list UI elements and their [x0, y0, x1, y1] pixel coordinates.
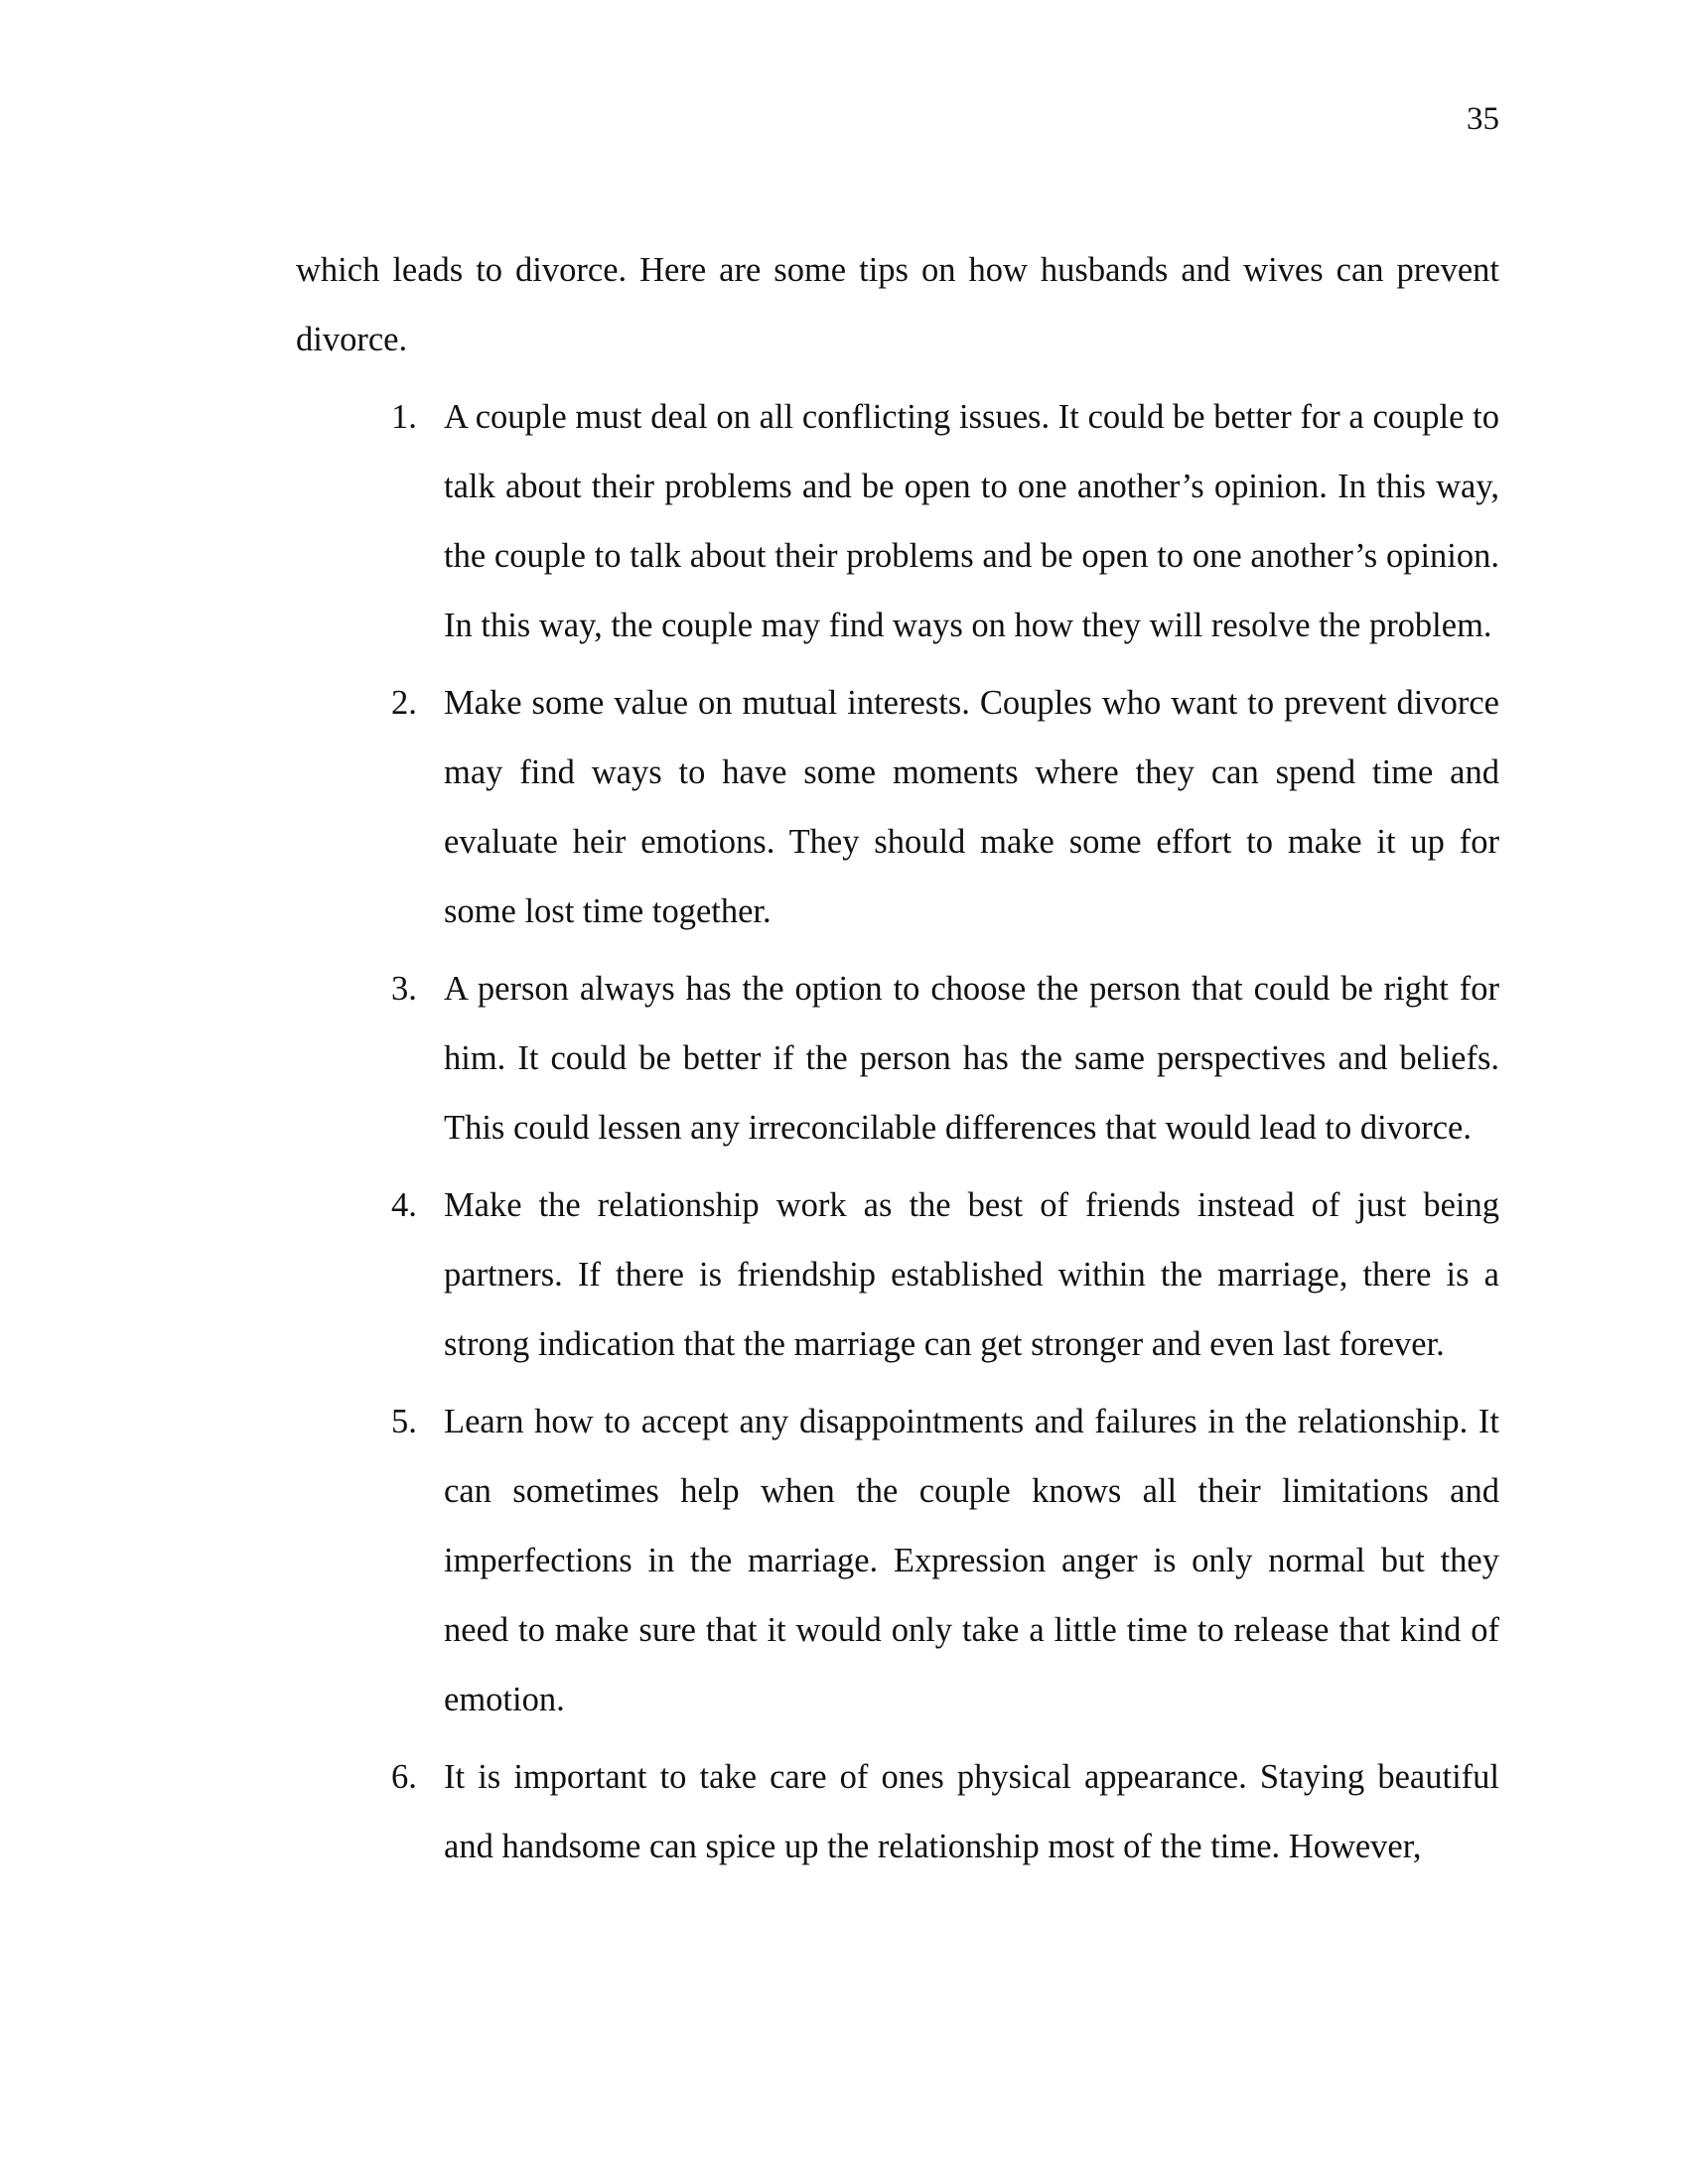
document-body: [296, 235, 1499, 1889]
list-item: [296, 1742, 1499, 1881]
list-item-number: 4.: [391, 1186, 417, 1224]
list-item: [296, 668, 1499, 946]
page-number: 35: [1467, 101, 1499, 137]
list-item: [296, 382, 1499, 660]
list-item-number: 2.: [391, 684, 417, 722]
intro-paragraph: which leads to divorce. Here are some tips on how husbands and wives can prevent divorce.: [296, 251, 1499, 358]
list-item-text: A person always has the option to choose the person that could be right for him. It could be better if the person has the same perspectives and beliefs. This could lessen any irreconcilable differences that would lead to divorce.: [444, 970, 1499, 1147]
tips-list: [296, 382, 1499, 1881]
list-item-text: Make some value on mutual interests. Couples who want to prevent divorce may find ways to have some moments where they can spend time and evaluate heir emotions. They should make some effort to make it up for some lost time together.: [444, 684, 1499, 930]
list-item: [296, 1387, 1499, 1734]
list-item-text: Make the relationship work as the best of friends instead of just being partners. If there is friendship established within the marriage, there is a strong indication that the marriage can get stronger and even last forever.: [444, 1186, 1499, 1363]
list-item-text: Learn how to accept any disappointments and failures in the relationship. It can sometimes help when the couple knows all their limitations and imperfections in the marriage. Expression anger is only normal but they need to make sure that it would only take a little time to release that kind of emotion.: [444, 1403, 1499, 1718]
list-item-number: 5.: [391, 1403, 417, 1440]
list-item-number: 1.: [391, 398, 417, 436]
list-item: [296, 1170, 1499, 1379]
list-item-number: 3.: [391, 970, 417, 1008]
list-item-number: 6.: [391, 1758, 417, 1796]
list-item: [296, 954, 1499, 1162]
list-item-text: A couple must deal on all conflicting issues. It could be better for a couple to talk about their problems and be open to one another’s opinion. In this way, the couple to talk about their problems and be open to one another’s opinion. In this way, the couple may find ways on how they will resolve the problem.: [444, 398, 1499, 644]
list-item-text: It is important to take care of ones physical appearance. Staying beautiful and handsome can spice up the relationship most of the time. However,: [444, 1758, 1499, 1865]
